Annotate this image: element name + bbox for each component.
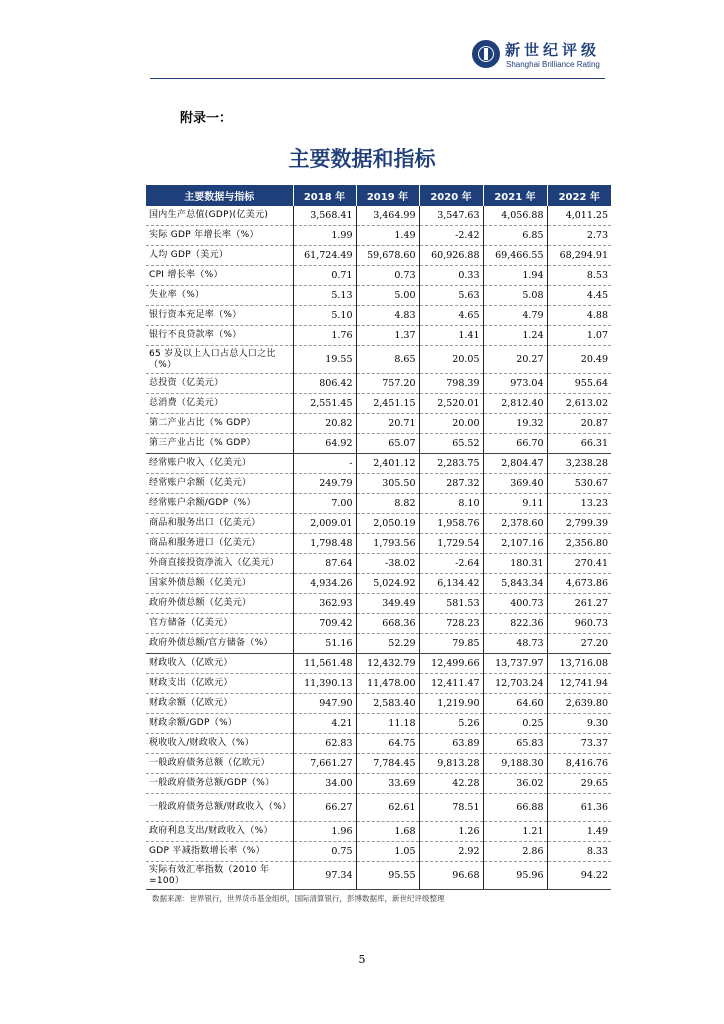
cell-value: 2,283.75 — [419, 454, 483, 474]
cell-value: 0.73 — [356, 266, 419, 286]
row-label: 财政余额/GDP（%） — [146, 714, 293, 734]
cell-value: 95.96 — [483, 862, 547, 890]
cell-value: 20.82 — [293, 414, 356, 434]
table-row — [146, 454, 611, 474]
row-label: 实际有效汇率指数（2010 年=100） — [146, 862, 293, 890]
cell-value: 4,011.25 — [547, 206, 611, 226]
cell-value: 73.37 — [547, 734, 611, 754]
cell-value: 9,813.28 — [419, 754, 483, 774]
table-row — [146, 394, 611, 414]
cell-value: 349.49 — [356, 594, 419, 614]
row-label: 第三产业占比（% GDP） — [146, 434, 293, 454]
cell-value: 65.07 — [356, 434, 419, 454]
cell-value: 261.27 — [547, 594, 611, 614]
cell-value: 668.36 — [356, 614, 419, 634]
cell-value: 8.10 — [419, 494, 483, 514]
row-label: 政府外债总额/官方储备（%） — [146, 634, 293, 654]
table-row — [146, 734, 611, 754]
table-row — [146, 414, 611, 434]
cell-value: 1,958.76 — [419, 514, 483, 534]
cell-value: 59,678.60 — [356, 246, 419, 266]
logo-text-cn: 新世纪评级 — [505, 41, 601, 59]
table-row — [146, 634, 611, 654]
cell-value: 2,583.40 — [356, 694, 419, 714]
cell-value: 973.04 — [483, 374, 547, 394]
cell-value: 2,050.19 — [356, 514, 419, 534]
row-label: 商品和服务出口（亿美元） — [146, 514, 293, 534]
cell-value: 11,478.00 — [356, 674, 419, 694]
cell-value: 4,056.88 — [483, 206, 547, 226]
cell-value: 400.73 — [483, 594, 547, 614]
row-label: 人均 GDP（美元） — [146, 246, 293, 266]
row-label: 官方储备（亿美元） — [146, 614, 293, 634]
cell-value: 1.99 — [293, 226, 356, 246]
cell-value: 3,238.28 — [547, 454, 611, 474]
row-label: 一般政府债务总额/财政收入（%） — [146, 794, 293, 822]
cell-value: 13,716.08 — [547, 654, 611, 674]
table-header-row — [146, 185, 611, 206]
table-row — [146, 474, 611, 494]
cell-value: 62.61 — [356, 794, 419, 822]
cell-value: 52.29 — [356, 634, 419, 654]
cell-value: 42.28 — [419, 774, 483, 794]
cell-value: 13.23 — [547, 494, 611, 514]
table-row — [146, 306, 611, 326]
cell-value: 530.67 — [547, 474, 611, 494]
cell-value: 65.83 — [483, 734, 547, 754]
cell-value: 1.76 — [293, 326, 356, 346]
column-header-year: 2020 年 — [419, 185, 483, 206]
cell-value: 5.63 — [419, 286, 483, 306]
cell-value: 66.88 — [483, 794, 547, 822]
cell-value: 20.27 — [483, 346, 547, 374]
table-row — [146, 654, 611, 674]
row-label: 经常账户收入（亿美元） — [146, 454, 293, 474]
cell-value: 51.16 — [293, 634, 356, 654]
table-row — [146, 514, 611, 534]
cell-value: 61.36 — [547, 794, 611, 822]
cell-value: 7.00 — [293, 494, 356, 514]
cell-value: 3,464.99 — [356, 206, 419, 226]
cell-value: 8.65 — [356, 346, 419, 374]
cell-value: 20.87 — [547, 414, 611, 434]
cell-value: 1.49 — [356, 226, 419, 246]
cell-value: -2.42 — [419, 226, 483, 246]
cell-value: 36.02 — [483, 774, 547, 794]
cell-value: 65.52 — [419, 434, 483, 454]
cell-value: 1.41 — [419, 326, 483, 346]
cell-value: 1,729.54 — [419, 534, 483, 554]
row-label: 国内生产总值(GDP)(亿美元) — [146, 206, 293, 226]
cell-value: 66.70 — [483, 434, 547, 454]
table-row — [146, 574, 611, 594]
table-row — [146, 794, 611, 822]
table-row — [146, 226, 611, 246]
cell-value: 68,294.91 — [547, 246, 611, 266]
cell-value: 20.00 — [419, 414, 483, 434]
row-label: 总消费（亿美元） — [146, 394, 293, 414]
cell-value: 11.18 — [356, 714, 419, 734]
cell-value: 305.50 — [356, 474, 419, 494]
cell-value: 709.42 — [293, 614, 356, 634]
cell-value: 4,673.86 — [547, 574, 611, 594]
table-row — [146, 614, 611, 634]
row-label: 65 岁及以上人口占总人口之比（%） — [146, 346, 293, 374]
cell-value: 5.00 — [356, 286, 419, 306]
cell-value: - — [293, 454, 356, 474]
cell-value: 798.39 — [419, 374, 483, 394]
table-row — [146, 554, 611, 574]
cell-value: 1.37 — [356, 326, 419, 346]
cell-value: 20.49 — [547, 346, 611, 374]
row-label: GDP 平减指数增长率（%） — [146, 842, 293, 862]
cell-value: 12,499.66 — [419, 654, 483, 674]
cell-value: 0.33 — [419, 266, 483, 286]
row-label: 经常账户余额/GDP（%） — [146, 494, 293, 514]
cell-value: 34.00 — [293, 774, 356, 794]
table-row — [146, 594, 611, 614]
cell-value: 9.30 — [547, 714, 611, 734]
cell-value: 1,219.90 — [419, 694, 483, 714]
cell-value: 78.51 — [419, 794, 483, 822]
cell-value: 4.65 — [419, 306, 483, 326]
cell-value: 33.69 — [356, 774, 419, 794]
cell-value: 5.26 — [419, 714, 483, 734]
cell-value: 2,401.12 — [356, 454, 419, 474]
appendix-label: 附录一： — [180, 111, 233, 126]
cell-value: 0.75 — [293, 842, 356, 862]
cell-value: 4.21 — [293, 714, 356, 734]
cell-value: 12,741.94 — [547, 674, 611, 694]
page-number: 5 — [358, 953, 366, 966]
cell-value: 4.79 — [483, 306, 547, 326]
row-label: 银行资本充足率（%） — [146, 306, 293, 326]
page-header — [150, 30, 605, 80]
cell-value: 20.71 — [356, 414, 419, 434]
cell-value: 12,432.79 — [356, 654, 419, 674]
cell-value: 2,551.45 — [293, 394, 356, 414]
table-body — [146, 206, 611, 890]
cell-value: 8.53 — [547, 266, 611, 286]
row-label: 第二产业占比（% GDP） — [146, 414, 293, 434]
table-row — [146, 434, 611, 454]
row-label: 财政收入（亿欧元） — [146, 654, 293, 674]
row-label: 总投资（亿美元） — [146, 374, 293, 394]
table-row — [146, 246, 611, 266]
cell-value: 2,451.15 — [356, 394, 419, 414]
row-label: 银行不良贷款率（%） — [146, 326, 293, 346]
cell-value: 369.40 — [483, 474, 547, 494]
cell-value: 947.90 — [293, 694, 356, 714]
cell-value: 95.55 — [356, 862, 419, 890]
cell-value: 79.85 — [419, 634, 483, 654]
cell-value: 97.34 — [293, 862, 356, 890]
table-row — [146, 494, 611, 514]
table-row — [146, 842, 611, 862]
table-row — [146, 326, 611, 346]
table-row — [146, 694, 611, 714]
cell-value: 19.55 — [293, 346, 356, 374]
row-label: 实际 GDP 年增长率（%） — [146, 226, 293, 246]
cell-value: 249.79 — [293, 474, 356, 494]
cell-value: 11,390.13 — [293, 674, 356, 694]
row-label: 政府利息支出/财政收入（%） — [146, 822, 293, 842]
cell-value: 6,134.42 — [419, 574, 483, 594]
cell-value: 12,411.47 — [419, 674, 483, 694]
cell-value: 1,793.56 — [356, 534, 419, 554]
cell-value: 2,009.01 — [293, 514, 356, 534]
cell-value: 955.64 — [547, 374, 611, 394]
row-label: 国家外债总额（亿美元） — [146, 574, 293, 594]
cell-value: 2,378.60 — [483, 514, 547, 534]
cell-value: 64.75 — [356, 734, 419, 754]
cell-value: 287.32 — [419, 474, 483, 494]
row-label: CPI 增长率（%） — [146, 266, 293, 286]
table-row — [146, 822, 611, 842]
column-header-indicator: 主要数据与指标 — [146, 185, 293, 206]
column-header-year: 2021 年 — [483, 185, 547, 206]
cell-value: 96.68 — [419, 862, 483, 890]
column-header-year: 2019 年 — [356, 185, 419, 206]
row-label: 经常账户余额（亿美元） — [146, 474, 293, 494]
row-label: 一般政府债务总额/GDP（%） — [146, 774, 293, 794]
cell-value: 1.21 — [483, 822, 547, 842]
cell-value: 2,356.80 — [547, 534, 611, 554]
source-note: 数据来源：世界银行，世界货币基金组织，国际清算银行，彭博数据库，新世纪评级整理 — [152, 894, 445, 903]
cell-value: 2,639.80 — [547, 694, 611, 714]
row-label: 财政支出（亿欧元） — [146, 674, 293, 694]
cell-value: 5.08 — [483, 286, 547, 306]
table-row — [146, 346, 611, 374]
cell-value: 7,661.27 — [293, 754, 356, 774]
cell-value: 1.49 — [547, 822, 611, 842]
cell-value: 19.32 — [483, 414, 547, 434]
cell-value: 63.89 — [419, 734, 483, 754]
table-row — [146, 674, 611, 694]
cell-value: 27.20 — [547, 634, 611, 654]
row-label: 政府外债总额（亿美元） — [146, 594, 293, 614]
cell-value: 69,466.55 — [483, 246, 547, 266]
cell-value: 1.07 — [547, 326, 611, 346]
indicators-table — [146, 185, 611, 890]
cell-value: 0.25 — [483, 714, 547, 734]
cell-value: 2,613.02 — [547, 394, 611, 414]
cell-value: 1.96 — [293, 822, 356, 842]
cell-value: 2,799.39 — [547, 514, 611, 534]
cell-value: 4.45 — [547, 286, 611, 306]
cell-value: 2,804.47 — [483, 454, 547, 474]
cell-value: 1.26 — [419, 822, 483, 842]
cell-value: -38.02 — [356, 554, 419, 574]
cell-value: 3,568.41 — [293, 206, 356, 226]
column-header-year: 2018 年 — [293, 185, 356, 206]
cell-value: 94.22 — [547, 862, 611, 890]
cell-value: 8.33 — [547, 842, 611, 862]
cell-value: 2.73 — [547, 226, 611, 246]
cell-value: 822.36 — [483, 614, 547, 634]
cell-value: 4.88 — [547, 306, 611, 326]
cell-value: 64.60 — [483, 694, 547, 714]
cell-value: 2,812.40 — [483, 394, 547, 414]
cell-value: 66.31 — [547, 434, 611, 454]
cell-value: 9.11 — [483, 494, 547, 514]
cell-value: 87.64 — [293, 554, 356, 574]
header-divider — [150, 78, 605, 79]
cell-value: 1.68 — [356, 822, 419, 842]
row-label: 失业率（%） — [146, 286, 293, 306]
cell-value: 581.53 — [419, 594, 483, 614]
cell-value: 5,024.92 — [356, 574, 419, 594]
table-row — [146, 206, 611, 226]
cell-value: 7,784.45 — [356, 754, 419, 774]
table-row — [146, 266, 611, 286]
cell-value: 180.31 — [483, 554, 547, 574]
row-label: 商品和服务进口（亿美元） — [146, 534, 293, 554]
cell-value: 2.92 — [419, 842, 483, 862]
logo-text-en: Shanghai Brilliance Rating — [506, 60, 600, 69]
cell-value: 8,416.76 — [547, 754, 611, 774]
row-label: 财政余额（亿欧元） — [146, 694, 293, 714]
row-label: 一般政府债务总额（亿欧元） — [146, 754, 293, 774]
cell-value: 1.05 — [356, 842, 419, 862]
cell-value: 48.73 — [483, 634, 547, 654]
column-header-year: 2022 年 — [547, 185, 611, 206]
cell-value: 64.92 — [293, 434, 356, 454]
cell-value: 12,703.24 — [483, 674, 547, 694]
cell-value: 66.27 — [293, 794, 356, 822]
cell-value: 757.20 — [356, 374, 419, 394]
cell-value: 2.86 — [483, 842, 547, 862]
table-row — [146, 774, 611, 794]
cell-value: 62.83 — [293, 734, 356, 754]
cell-value: 362.93 — [293, 594, 356, 614]
table-row — [146, 714, 611, 734]
row-label: 外商直接投资净流入（亿美元） — [146, 554, 293, 574]
cell-value: 4,934.26 — [293, 574, 356, 594]
cell-value: 29.65 — [547, 774, 611, 794]
cell-value: 4.83 — [356, 306, 419, 326]
cell-value: 13,737.97 — [483, 654, 547, 674]
cell-value: 60,926.88 — [419, 246, 483, 266]
row-label: 税收收入/财政收入（%） — [146, 734, 293, 754]
cell-value: 5.13 — [293, 286, 356, 306]
table-row — [146, 862, 611, 890]
cell-value: 2,107.16 — [483, 534, 547, 554]
cell-value: 1.94 — [483, 266, 547, 286]
logo-icon — [472, 40, 500, 68]
cell-value: 3,547.63 — [419, 206, 483, 226]
cell-value: 728.23 — [419, 614, 483, 634]
cell-value: 6.85 — [483, 226, 547, 246]
cell-value: 20.05 — [419, 346, 483, 374]
cell-value: 61,724.49 — [293, 246, 356, 266]
table-row — [146, 374, 611, 394]
cell-value: 1.24 — [483, 326, 547, 346]
cell-value: -2.64 — [419, 554, 483, 574]
cell-value: 0.71 — [293, 266, 356, 286]
cell-value: 2,520.01 — [419, 394, 483, 414]
cell-value: 9,188.30 — [483, 754, 547, 774]
page-title: 主要数据和指标 — [288, 147, 436, 171]
cell-value: 806.42 — [293, 374, 356, 394]
cell-value: 8.82 — [356, 494, 419, 514]
cell-value: 5,843.34 — [483, 574, 547, 594]
table-row — [146, 754, 611, 774]
cell-value: 270.41 — [547, 554, 611, 574]
cell-value: 960.73 — [547, 614, 611, 634]
table-row — [146, 286, 611, 306]
cell-value: 5.10 — [293, 306, 356, 326]
table-row — [146, 534, 611, 554]
cell-value: 1,798.48 — [293, 534, 356, 554]
cell-value: 11,561.48 — [293, 654, 356, 674]
